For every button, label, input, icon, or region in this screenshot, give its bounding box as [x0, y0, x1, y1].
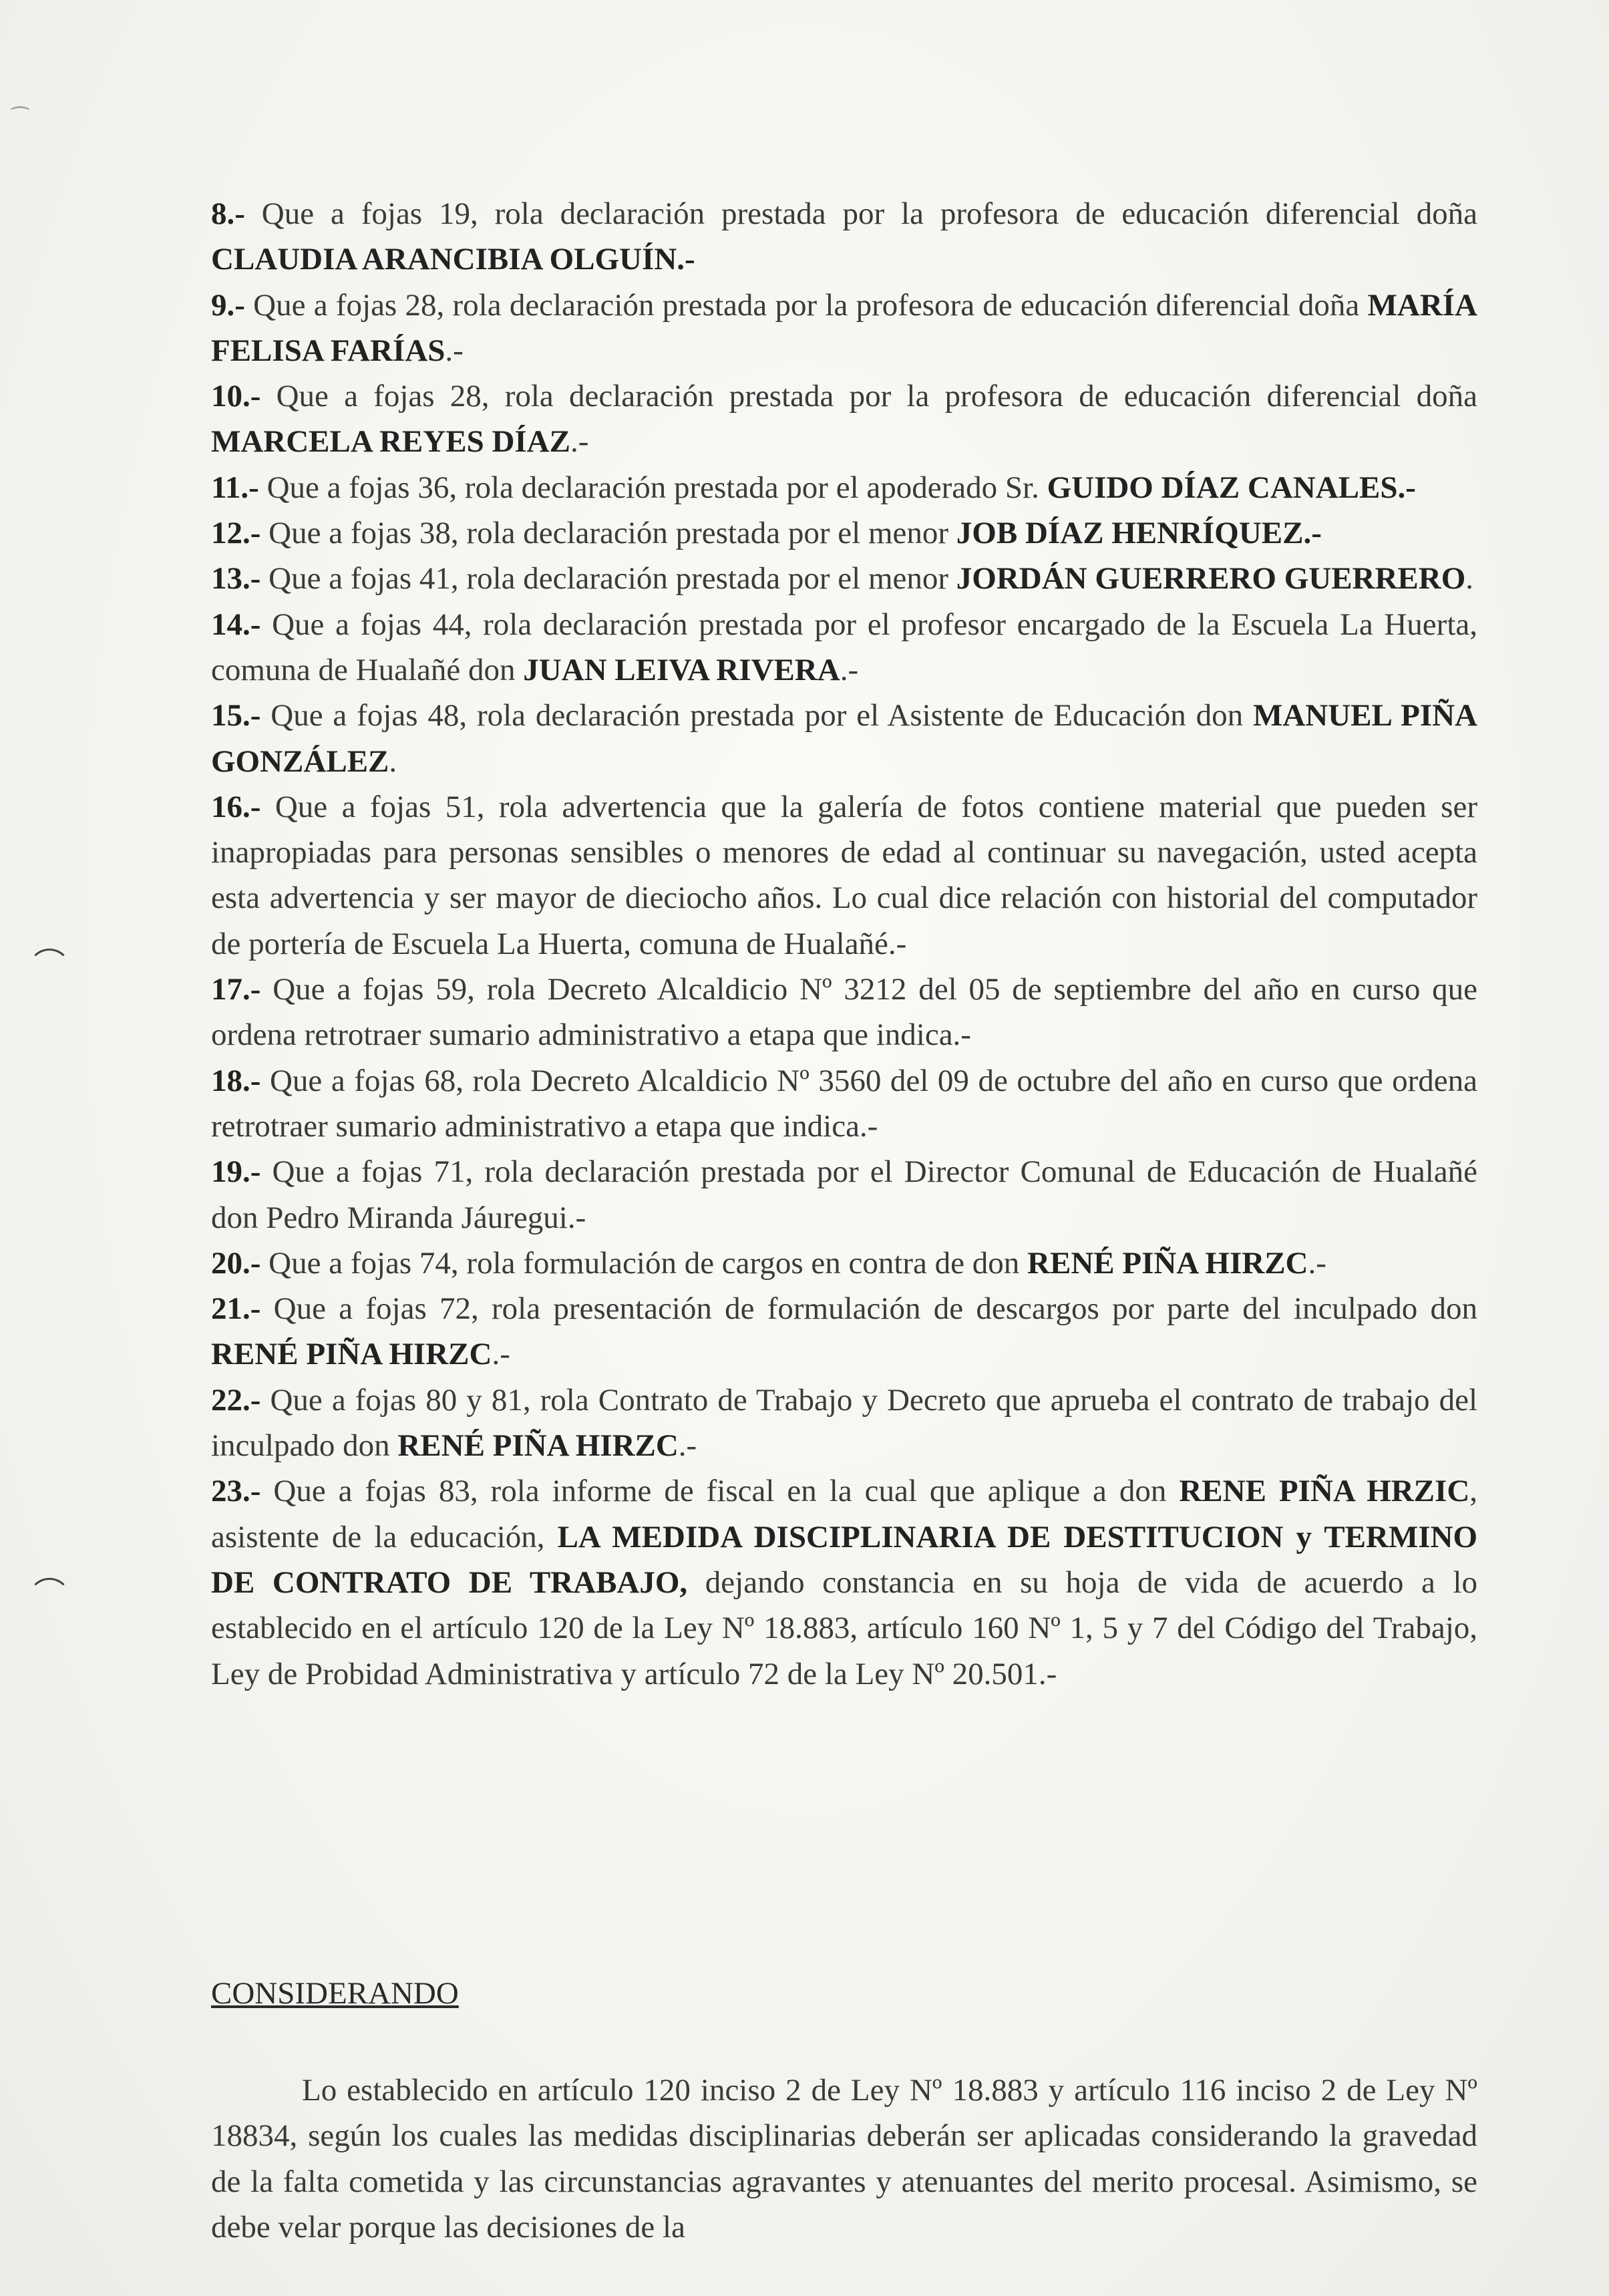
bold-text: MARÍA FELISA FARÍAS [211, 287, 1477, 368]
item-text: . [1465, 561, 1474, 597]
item-number: 12.- [211, 516, 261, 551]
item-number: 22.- [211, 1382, 261, 1418]
bold-text: RENÉ PIÑA HIRZC [397, 1428, 679, 1464]
item-text: Que a fojas 74, rola formulación de cargos en contra de don [260, 1245, 1028, 1281]
list-item [211, 784, 1477, 967]
item-number: 16.- [211, 789, 261, 824]
bold-text: RENÉ PIÑA HIRZC [1027, 1245, 1308, 1281]
item-text: Que a fojas 51, rola advertencia que la galería de fotos contiene material que pueden ser inapropiadas para personas sensibles o menores de edad al continuar su navegación, usted acepta esta advertencia y ser mayor de dieciocho años. Lo cual dice relación con historial del computador de portería de Escuela La Huerta, comuna de Hualañé.- [211, 789, 1477, 961]
list-item [211, 1241, 1477, 1286]
item-text: .- [492, 1337, 510, 1372]
item-text: Que a fojas 48, rola declaración prestada por el Asistente de Educación don [260, 698, 1253, 733]
bold-text: MANUEL PIÑA GONZÁLEZ [211, 698, 1477, 779]
considerando-paragraph: Lo establecido en artículo 120 inciso 2 de Ley Nº 18.883 y artículo 116 inciso 2 de Ley Nº 18834, según los cuales las medidas disciplinarias deberán ser aplicadas considerando la gravedad de la falta cometida y las circunstancias agravantes y atenuantes del merito procesal. Asimismo, se debe velar porque las decisiones de la [211, 2073, 1477, 2245]
item-text: Que a fojas 80 y 81, rola Contrato de Trabajo y Decreto que aprueba el contrato de trabajo del inculpado don [211, 1382, 1477, 1464]
item-text: Que a fojas 28, rola declaración prestada por la profesora de educación diferencial doña [244, 287, 1368, 323]
list-item [211, 1468, 1477, 1696]
punch-hole-mark [28, 949, 71, 991]
bold-text: GUIDO DÍAZ CANALES.- [1047, 470, 1416, 505]
list-item [211, 1377, 1477, 1469]
list-item [211, 1149, 1477, 1241]
bold-text: JOB DÍAZ HENRÍQUEZ.- [956, 516, 1322, 551]
item-number: 9.- [211, 287, 245, 323]
list-item [211, 373, 1477, 465]
bold-text: JUAN LEIVA RIVERA [523, 652, 840, 687]
item-number: 17.- [211, 972, 261, 1007]
item-number: 10.- [211, 379, 261, 414]
list-item [211, 556, 1477, 601]
item-text: Que a fojas 71, rola declaración prestada por el Director Comunal de Educación de Hualañé don Pedro Miranda Jáuregui.- [211, 1154, 1477, 1235]
item-text: .- [840, 652, 859, 687]
item-text: .- [445, 333, 464, 368]
section-heading: CONSIDERANDO [211, 1976, 459, 2011]
item-text: Que a fojas 19, rola declaración prestada por la profesora de educación diferencial doña [244, 196, 1477, 231]
item-number: 19.- [211, 1154, 261, 1190]
item-text: Que a fojas 59, rola Decreto Alcaldicio Nº 3212 del 05 de septiembre del año en curso que ordena retrotraer sumario administrativo a etapa que indica.- [211, 972, 1477, 1053]
list-item [211, 1286, 1477, 1377]
bold-text: LA MEDIDA DISCIPLINARIA DE DESTITUCION y TERMINO DE CONTRATO DE TRABAJO, [211, 1519, 1478, 1600]
item-text: Que a fojas 44, rola declaración prestada por el profesor encargado de la Escuela La Huerta, comuna de Hualañé don [211, 607, 1477, 687]
list-item [211, 1058, 1477, 1150]
item-number: 8.- [211, 196, 245, 231]
bold-text: RENE PIÑA HRZIC [1179, 1474, 1470, 1509]
item-text: Que a fojas 38, rola declaración prestada por el menor [260, 516, 956, 551]
item-number: 14.- [211, 607, 261, 642]
item-text: Que a fojas 72, rola presentación de formulación de descargos por parte del inculpado don [260, 1291, 1477, 1327]
item-number: 21.- [211, 1291, 261, 1327]
findings-list [211, 191, 1477, 1697]
item-text: Que a fojas 28, rola declaración prestada por la profesora de educación diferencial doña [260, 379, 1477, 414]
list-item [211, 602, 1477, 693]
item-text: , asistente de la educación, [211, 1474, 1478, 1554]
item-text: . [389, 744, 397, 779]
list-item [211, 510, 1477, 556]
punch-hole-mark [28, 1578, 71, 1621]
item-number: 18.- [211, 1063, 261, 1098]
item-number: 15.- [211, 698, 261, 733]
item-number: 23.- [211, 1474, 261, 1509]
item-text: .- [678, 1428, 697, 1464]
item-number: 11.- [211, 470, 259, 505]
list-item [211, 283, 1477, 374]
bold-text: JORDÁN GUERRERO GUERRERO [956, 561, 1466, 597]
bold-text: CLAUDIA ARANCIBIA OLGUÍN.- [211, 242, 695, 277]
bold-text: RENÉ PIÑA HIRZC [211, 1337, 492, 1372]
list-item [211, 967, 1477, 1058]
item-text: Que a fojas 36, rola declaración prestada por el apoderado Sr. [258, 470, 1047, 505]
item-text: dejando constancia en su hoja de vida de acuerdo a lo establecido en el artículo 120 de la Ley Nº 18.883, artículo 160 Nº 1, 5 y 7 del Código del Trabajo, Ley de Probidad Administrativa y artículo 72 de la Ley Nº 20.501.- [211, 1565, 1477, 1691]
corner-mark: ⁀ [12, 108, 29, 130]
bold-text: MARCELA REYES DÍAZ [211, 424, 570, 460]
item-text: Que a fojas 83, rola informe de fiscal en la cual que aplique a don [260, 1474, 1180, 1509]
item-text: Que a fojas 41, rola declaración prestada por el menor [260, 561, 956, 597]
list-item [211, 191, 1477, 283]
item-text: .- [570, 424, 589, 460]
list-item [211, 465, 1477, 510]
item-number: 13.- [211, 561, 261, 597]
item-text: .- [1308, 1245, 1326, 1281]
item-text: Que a fojas 68, rola Decreto Alcaldicio Nº 3560 del 09 de octubre del año en curso que ordena retrotraer sumario administrativo a etapa que indica.- [211, 1063, 1477, 1144]
list-item [211, 693, 1477, 784]
item-number: 20.- [211, 1245, 261, 1281]
